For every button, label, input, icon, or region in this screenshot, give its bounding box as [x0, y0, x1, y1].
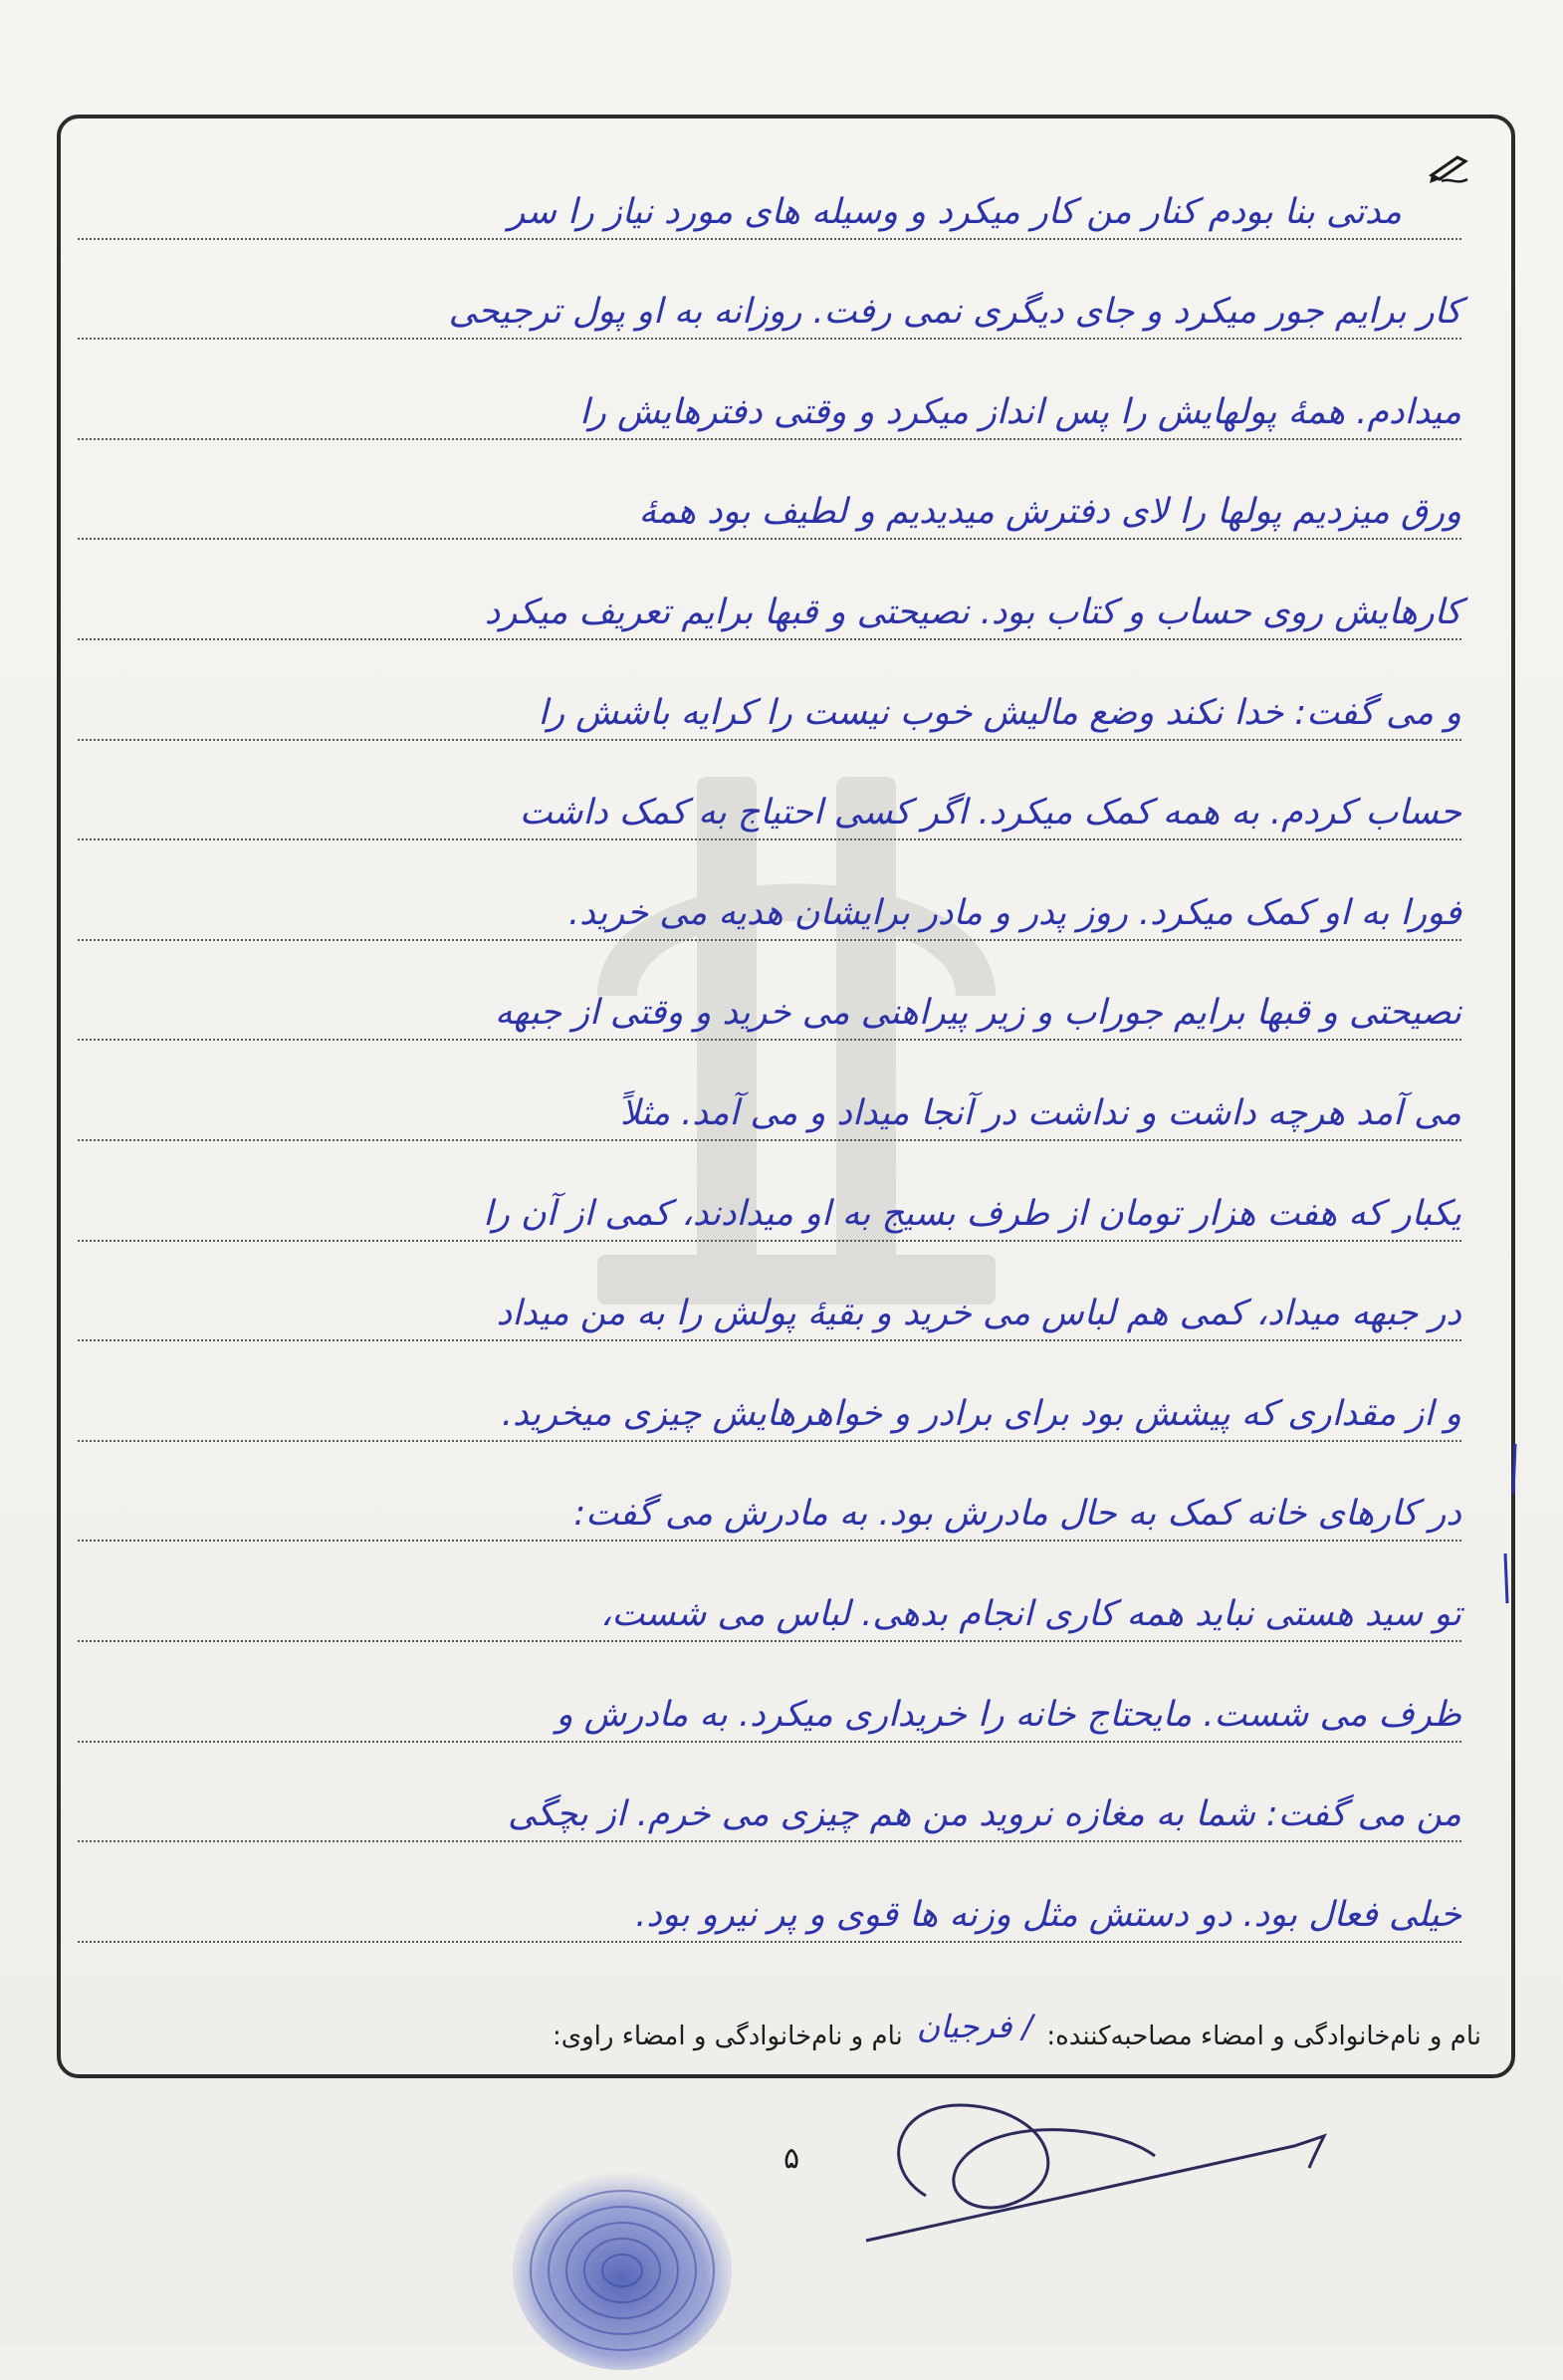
line-text: مدتی بنا بودم کنار من کار میکرد و وسیله های مورد نیاز را سر: [508, 191, 1402, 232]
text-line: [78, 941, 1461, 1042]
line-text: ظرف می شست. مایحتاج خانه را خریداری میکرد. به مادرش و: [556, 1694, 1461, 1735]
margin-ink-marks: [1485, 1434, 1545, 1693]
line-text: می آمد هرچه داشت و نداشت در آنجا میداد و می آمد. مثلاً: [619, 1092, 1461, 1133]
text-line: [78, 139, 1461, 240]
text-line: [78, 240, 1461, 341]
text-line: [78, 640, 1461, 741]
line-text: نصیحتی و قبها برایم جوراب و زیر پیراهنی می خرید و وقتی از جبهه: [494, 993, 1461, 1034]
page-number: ۵: [782, 2141, 800, 2176]
line-text: کارهایش روی حساب و کتاب بود. نصیحتی و قبها برایم تعریف میکرد: [484, 592, 1461, 632]
line-text: فورا به او کمک میکرد. روز پدر و مادر برایشان هدیه می خرید.: [567, 892, 1461, 933]
text-line: [78, 1542, 1461, 1642]
text-line: [78, 1842, 1461, 1943]
text-line: [78, 340, 1461, 440]
text-line: [78, 1242, 1461, 1342]
text-line: [78, 1642, 1461, 1743]
line-text: در کارهای خانه کمک به حال مادرش بود. به مادرش می گفت:: [573, 1494, 1461, 1535]
line-text: میدادم. همهٔ پولهایش را پس انداز میکرد و وقتی دفترهایش را: [579, 391, 1461, 432]
line-text: تو سید هستی نباید همه کاری انجام بدهی. لباس می شست،: [600, 1593, 1461, 1634]
interviewer-label: نام و نام‌خانوادگی و امضاء مصاحبه‌کننده:: [1046, 2022, 1481, 2051]
line-text: ورق میزدیم پولها را لای دفترش میدیدیم و لطیف بود همهٔ: [638, 492, 1461, 533]
signature-row: [68, 2008, 1481, 2061]
line-text: من می گفت: شما به مغازه نروید من هم چیزی می خرم. از بچگی: [508, 1794, 1461, 1835]
narrator-signature-scribble: [856, 2076, 1334, 2246]
line-text: یکبار که هفت هزار تومان از طرف بسیج به او میدادند، کمی از آن را: [483, 1193, 1461, 1234]
text-line: [78, 540, 1461, 640]
text-line: [78, 440, 1461, 541]
line-text: حساب کردم. به همه کمک میکرد. اگر کسی احتیاج به کمک داشت: [519, 793, 1461, 833]
line-text: کار برایم جور میکرد و جای دیگری نمی رفت. روزانه به او پول ترجیحی: [448, 292, 1461, 333]
line-text: در جبهه میداد، کمی هم لباس می خرید و بقیهٔ پولش را به من میداد: [496, 1294, 1461, 1334]
fingerprint-stamp: [488, 2141, 757, 2380]
line-text: خیلی فعال بود. دو دستش مثل وزنه ها قوی و پر نیرو بود.: [635, 1894, 1461, 1935]
text-line: [78, 1041, 1461, 1141]
text-line: [78, 1341, 1461, 1442]
text-line: [78, 741, 1461, 841]
line-text: و می گفت: خدا نکند وضع مالیش خوب نیست را کرایه باشش را: [538, 692, 1461, 733]
line-text: و از مقداری که پیشش بود برای برادر و خواهرهایش چیزی میخرید.: [501, 1393, 1461, 1434]
text-line: [78, 1442, 1461, 1543]
text-line: [78, 840, 1461, 941]
text-line: [78, 1141, 1461, 1242]
interviewer-signature: / فرجیان: [916, 2008, 1033, 2045]
text-line: [78, 1743, 1461, 1843]
handwritten-text-area: [78, 139, 1461, 1943]
narrator-label: نام و نام‌خانوادگی و امضاء راوی:: [553, 2022, 903, 2051]
